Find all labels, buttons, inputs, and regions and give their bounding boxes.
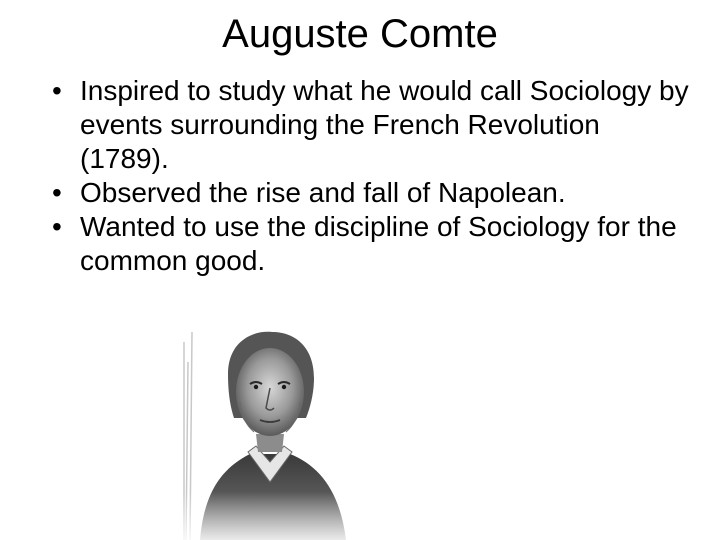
bullet-text: Observed the rise and fall of Napolean. [80, 177, 566, 208]
bullet-item [52, 176, 692, 210]
bullet-text: Inspired to study what he would call Sociology by events surrounding the French Revolution (1789). [80, 75, 689, 174]
portrait-engraving-icon [170, 322, 370, 540]
bullet-dot-icon: • [52, 75, 62, 106]
bullet-list [52, 74, 692, 278]
bullet-dot-icon: • [52, 211, 62, 242]
bullet-item [52, 210, 692, 278]
portrait-engraving-image [170, 322, 370, 540]
bullet-text: Wanted to use the discipline of Sociology for the common good. [80, 211, 677, 276]
bullet-item [52, 74, 692, 176]
slide-title: Auguste Comte [222, 12, 498, 56]
bullet-dot-icon: • [52, 177, 62, 208]
